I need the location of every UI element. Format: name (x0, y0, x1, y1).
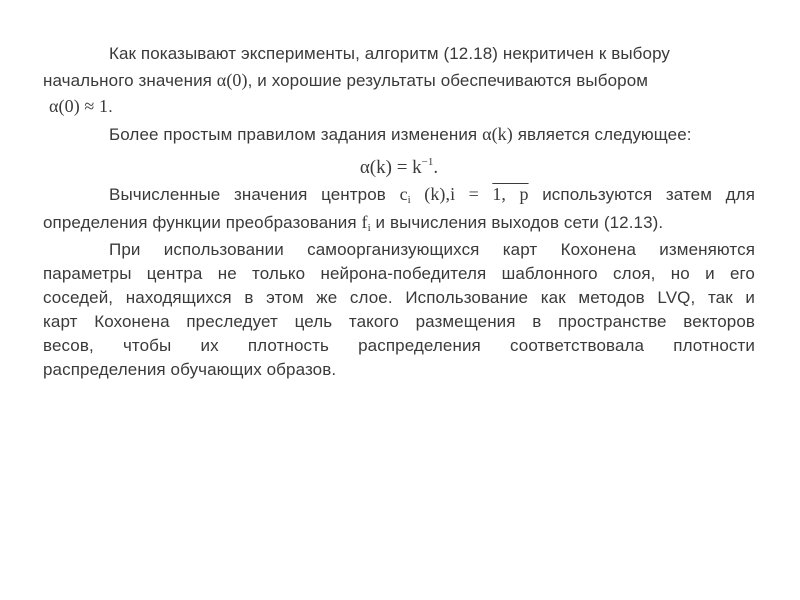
p3-line-2-rest: и вычисления выходов сети (12.13). (370, 213, 664, 232)
centers-mid: (k),i = (410, 184, 493, 204)
centers-range: 1, p (492, 184, 529, 204)
p1-line-3 (49, 94, 113, 119)
p4-line-3: соседей, находящихся в этом же слое. Использование как методов LVQ, так и (43, 288, 755, 307)
alpha-zero-math: α(0) (216, 70, 248, 90)
p1-line-2 (43, 68, 648, 93)
alpha-approx-math: α(0) ≈ 1 (49, 96, 109, 116)
p2-line-1 (109, 122, 692, 147)
formula-alpha-k (43, 150, 755, 180)
p1-line-2-rest: , и хорошие результаты обеспечиваются выбором (247, 71, 649, 90)
p3-line-2 (43, 210, 663, 240)
p1-line-1: Как показывают эксперименты, алгоритм (12.18) некритичен к выбору (109, 44, 671, 63)
p4-line-5: весов, чтобы их плотность распределения соответствовала плотности (43, 336, 755, 355)
formula-end: . (433, 157, 439, 178)
p1-line-3-rest: . (108, 97, 113, 116)
p3-line-2-text: определения функции преобразования (43, 213, 362, 232)
p3-line-1 (109, 182, 755, 212)
p3-line-1-rest: используются затем для (528, 185, 755, 204)
p4-line-2: параметры центра не только нейрона-победителя шаблонного слоя, но и его (43, 264, 755, 283)
function-f-math (361, 212, 370, 232)
centers-c: c (399, 184, 408, 204)
p4-line-6: распределения обучающих образов. (43, 360, 337, 379)
centers-sub-i: i (407, 194, 411, 206)
p2-line-1-rest: является следующее: (512, 125, 692, 144)
centers-math (400, 184, 529, 204)
formula-exponent: −1 (421, 156, 434, 168)
p2-line-1-text: Более простым правилом задания изменения (109, 125, 483, 144)
function-sub-i: i (367, 222, 371, 234)
p3-line-1-text: Вычисленные значения центров (109, 185, 400, 204)
function-f: f (361, 212, 368, 232)
alpha-k-math: α(k) (482, 124, 513, 144)
p4-line-1: При использовании самоорганизующихся карт Кохонена изменяются (109, 240, 755, 259)
p1-line-2-text: начального значения (43, 71, 217, 90)
formula-base: α(k) = k (359, 157, 422, 178)
p4-line-4: карт Кохонена преследует цель такого размещения в пространстве векторов (43, 312, 755, 331)
